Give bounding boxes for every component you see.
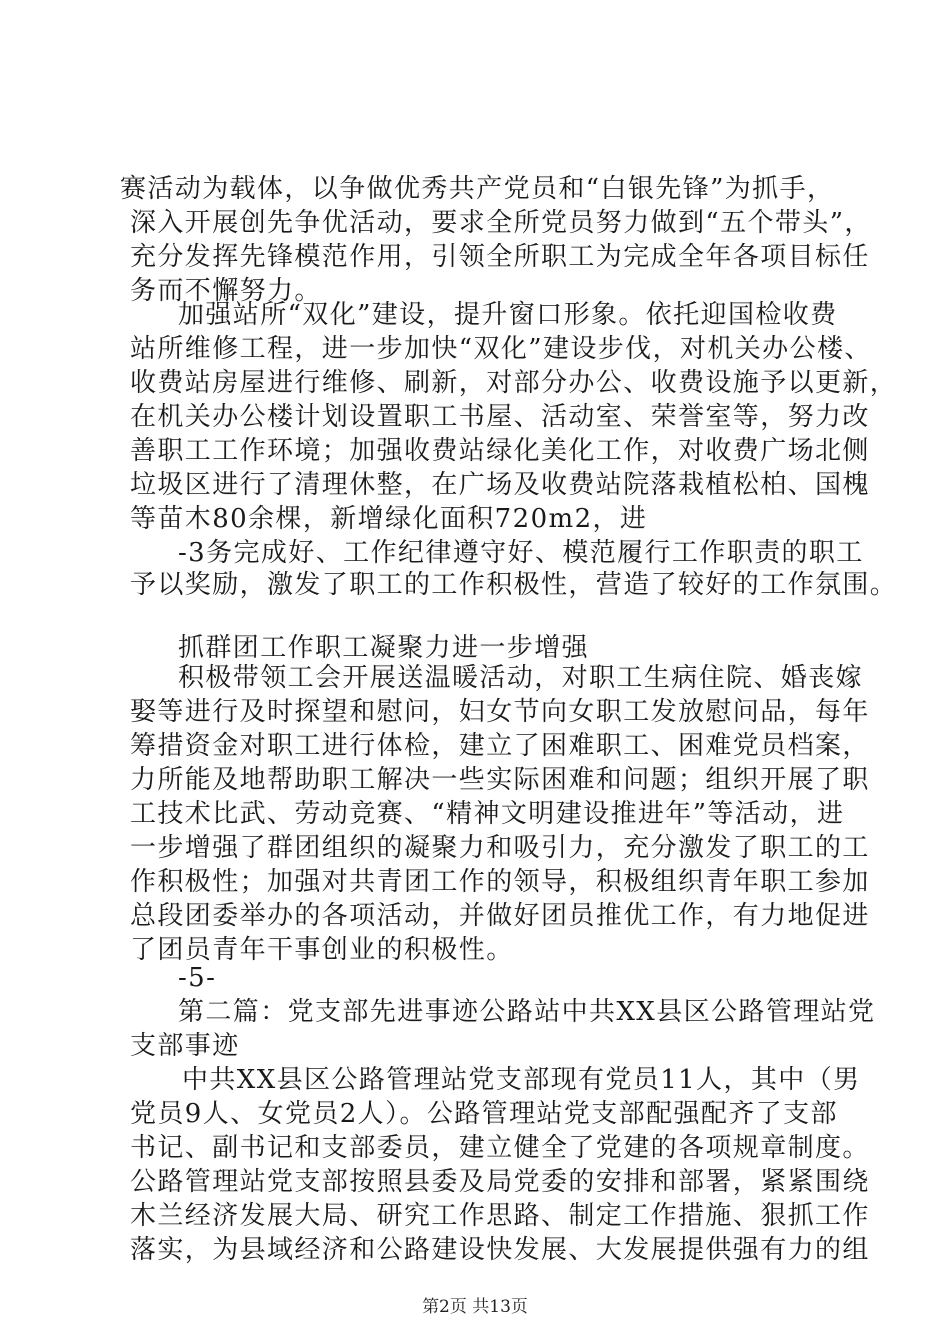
text-line: 深入开展创先争优活动，要求全所党员努力做到“五个带头”， [130, 208, 872, 238]
text-line: 总段团委举办的各项活动，并做好团员推优工作，有力地促进 [130, 901, 870, 931]
text-line: 务而不懈努力。 [130, 276, 322, 306]
text-line: 力所能及地帮助职工解决一些实际困难和问题；组织开展了职 [130, 765, 870, 795]
text-line: 木兰经济发展大局、研究工作思路、制定工作措施、狠抓工作 [130, 1201, 870, 1231]
text-line: 筹措资金对职工进行体检，建立了困难职工、困难党员档案， [130, 731, 870, 761]
text-line: 收费站房屋进行维修、刷新，对部分办公、收费设施予以更新， [130, 368, 898, 398]
text-line: 垃圾区进行了清理休整，在广场及收费站院落栽植松柏、国槐 [130, 470, 870, 500]
text-line: 积极带领工会开展送温暖活动，对职工生病住院、婚丧嫁 [178, 663, 864, 693]
section-heading: 抓群团工作职工凝聚力进一步增强 [178, 633, 590, 663]
text-line: -3务完成好、工作纪律遵守好、模范履行工作职责的职工 [178, 538, 864, 568]
section-title: 第二篇：党支部先进事迹公路站中共XX县区公路管理站党 [178, 997, 876, 1027]
text-line: 站所维修工程，进一步加快“双化”建设步伐，对机关办公楼、 [130, 334, 872, 364]
text-line: 中共XX县区公路管理站党支部现有党员11人，其中（男 [182, 1065, 861, 1095]
page-footer: 第2页 共13页 [422, 1297, 528, 1317]
text-line: 充分发挥先锋模范作用，引领全所职工为完成全年各项目标任 [130, 242, 870, 272]
text-line: 娶等进行及时探望和慰问，妇女节向女职工发放慰问品，每年 [130, 697, 870, 727]
text-line: 予以奖励，激发了职工的工作积极性，营造了较好的工作氛围。 [130, 570, 898, 600]
text-line: 了团员青年干事创业的积极性。 [130, 935, 514, 965]
text-line: 党员9人、女党员2人）。公路管理站党支部配强配齐了支部 [130, 1099, 838, 1129]
section-title: 支部事迹 [130, 1031, 240, 1061]
text-line: 落实，为县域经济和公路建设快发展、大发展提供强有力的组 [130, 1235, 870, 1265]
text-line: 在机关办公楼计划设置职工书屋、活动室、荣誉室等，努力改 [130, 402, 870, 432]
text-line: 书记、副书记和支部委员，建立健全了党建的各项规章制度。 [130, 1133, 870, 1163]
text-line: 等苗木80余棵，新增绿化面积720m2，进 [130, 504, 648, 534]
text-line: 一步增强了群团组织的凝聚力和吸引力，充分激发了职工的工 [130, 833, 870, 863]
text-line: 作积极性；加强对共青团工作的领导，积极组织青年职工参加 [130, 867, 870, 897]
text-line: 加强站所“双化”建设，提升窗口形象。依托迎国检收费 [178, 300, 838, 330]
text-line: 工技术比武、劳动竞赛、“精神文明建设推进年”等活动，进 [130, 799, 845, 829]
text-line: 公路管理站党支部按照县委及局党委的安排和部署，紧紧围绕 [130, 1167, 870, 1197]
page-marker: -5- [178, 963, 217, 993]
text-line: 善职工工作环境；加强收费站绿化美化工作，对收费广场北侧 [130, 436, 870, 466]
text-line: 赛活动为载体，以争做优秀共产党员和“白银先锋”为抓手， [120, 174, 835, 204]
